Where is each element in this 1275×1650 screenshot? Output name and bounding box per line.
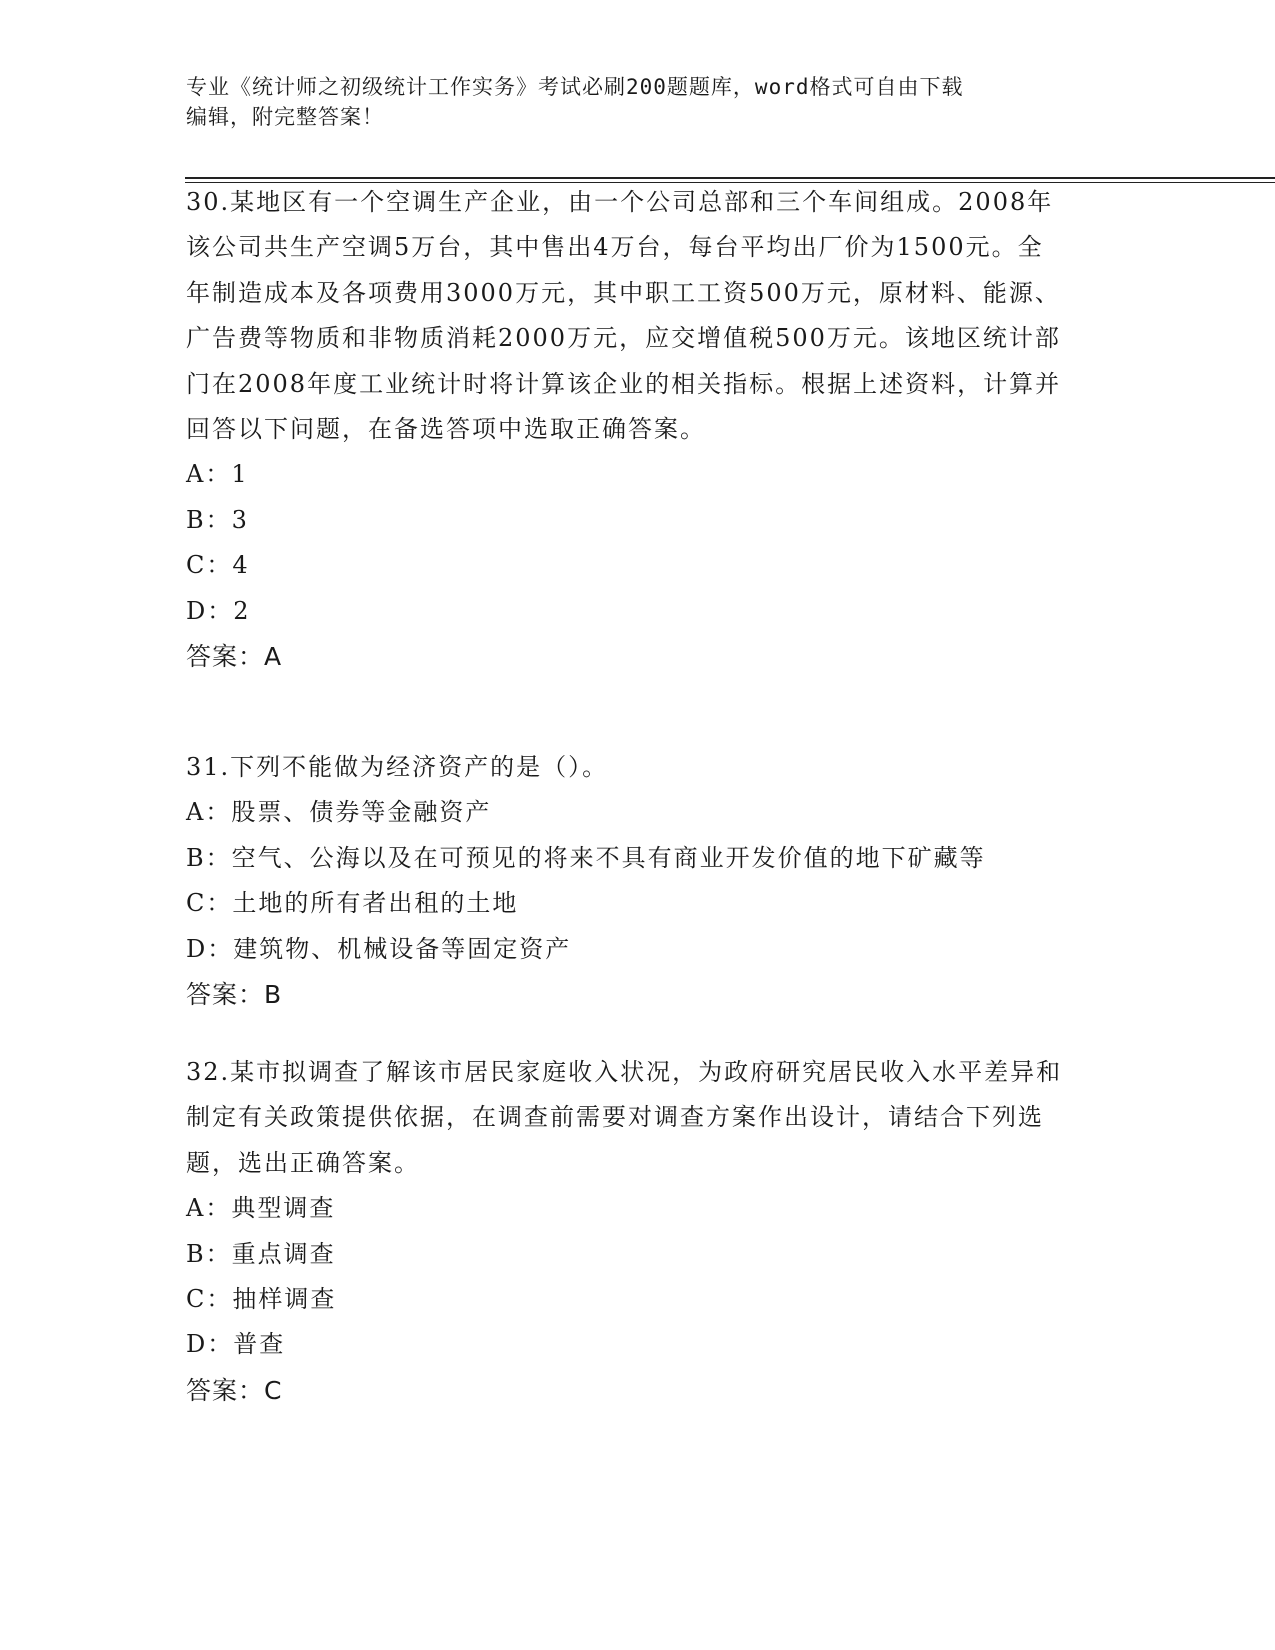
option-b: B：重点调查 — [186, 1239, 336, 1268]
question-stem: 31.下列不能做为经济资产的是（）。 — [186, 753, 609, 781]
option-c: C：4 — [186, 551, 250, 580]
header-line-1: 专业《统计师之初级统计工作实务》考试必刷200题题库，word格式可自由下载 — [186, 75, 964, 99]
option-d: D：建筑物、机械设备等固定资产 — [186, 934, 572, 963]
question-stem: 30.某地区有一个空调生产企业，由一个公司总部和三个车间组成。2008年该公司共生产空调5万台，其中售出4万台，每台平均出厂价为1500元。全年制造成本及各项费用3000万元，其中职工工资500万元，原材料、能源、广告费等物质和非物质消耗2000万元，应交增值税500万元。该地区统计部门在2008年度工业统计时将计算该企业的相关指标。根据上述资料，计算并回答以下问题，在备选答项中选取正确答案。 — [186, 188, 1062, 444]
header-divider-thick — [185, 177, 1275, 179]
option-d: D：2 — [186, 596, 251, 625]
header-line-2: 编辑，附完整答案！ — [186, 105, 384, 129]
option-a: A：股票、债券等金融资产 — [186, 798, 492, 827]
answer: 答案：C — [186, 1375, 283, 1405]
document-header — [186, 72, 1066, 132]
option-c: C：土地的所有者出租的土地 — [186, 889, 519, 918]
answer: 答案：A — [186, 642, 283, 671]
question-30 — [186, 180, 1066, 679]
answer: 答案：B — [186, 979, 283, 1009]
option-c: C：抽样调查 — [186, 1285, 337, 1313]
question-stem: 32.某市拟调查了解该市居民家庭收入状况，为政府研究居民收入水平差异和制定有关政策提供依据，在调查前需要对调查方案作出设计，请结合下列选题，选出正确答案。 — [186, 1058, 1063, 1177]
question-31 — [186, 745, 1066, 1017]
option-b: B：3 — [186, 505, 249, 534]
question-32 — [186, 1050, 1066, 1413]
option-a: A：典型调查 — [186, 1194, 336, 1223]
option-a: A：1 — [186, 460, 249, 489]
option-d: D：普查 — [186, 1330, 286, 1359]
option-b: B：空气、公海以及在可预见的将来不具有商业开发价值的地下矿藏等 — [186, 843, 986, 872]
